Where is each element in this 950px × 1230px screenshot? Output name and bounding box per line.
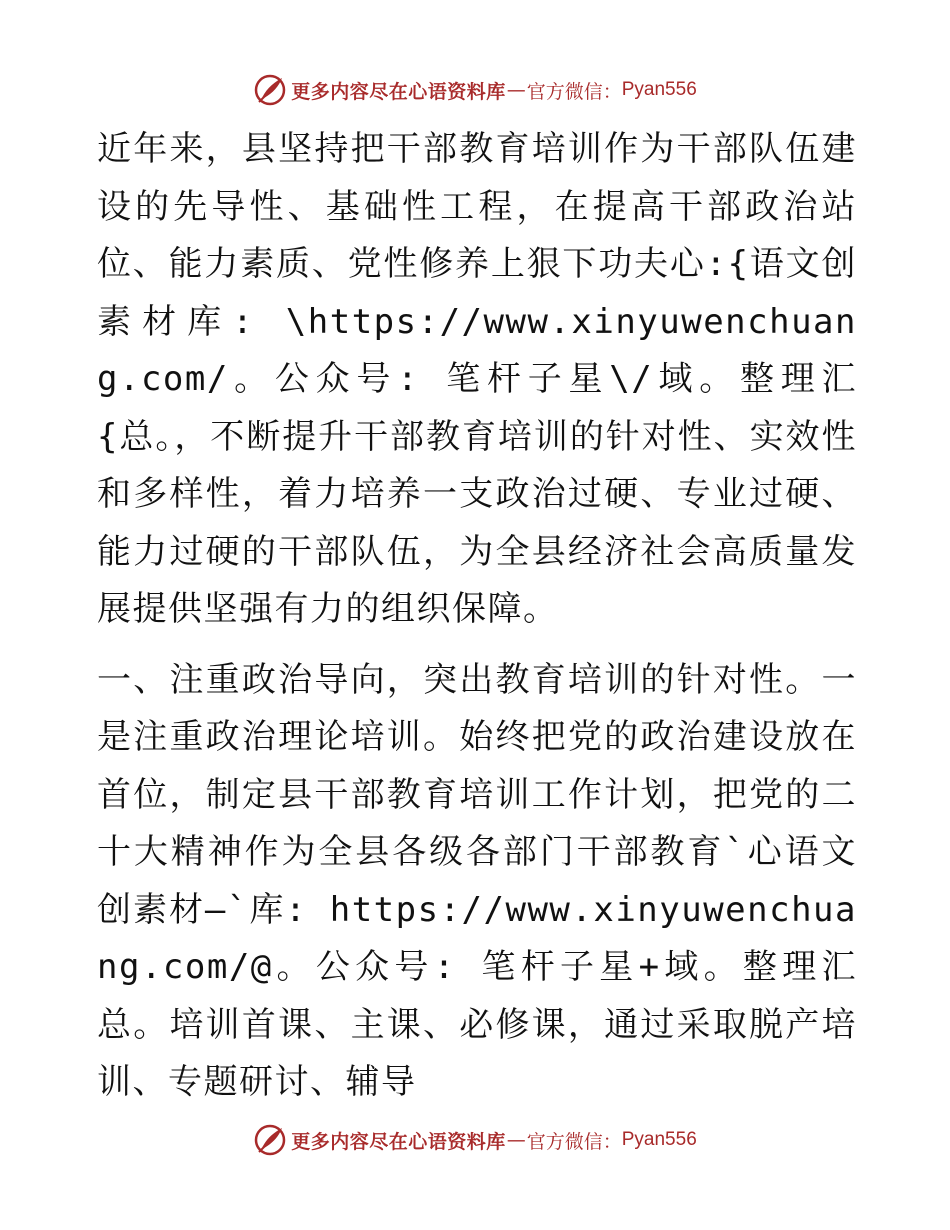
banner-wechat-label: 官方微信： [526,80,622,103]
banner-dash: — [506,79,526,101]
banner-brand-text: 更多内容尽在心语资料库 [291,80,506,103]
banner-brand-text: 更多内容尽在心语资料库 [291,1130,506,1153]
body-paragraph: 一、注重政治导向，突出教育培训的针对性。一是注重政治理论培训。始终把党的政治建设放在首位，制定县干部教育培训工作计划，把党的二十大精神作为全县各级各部门干部教育`心语文创素材—`库: https://www.xinyuwenchuang.com/@。公众号: 笔杆子星+域。整理汇总。培训首课、主课、必修课，通过采取脱产培训、专题研讨、辅导 [97,659,857,1102]
body-paragraph: 近年来，县坚持把干部教育培训作为干部队伍建设的先导性、基础性工程，在提高干部政治站位、能力素质、党性修养上狠下功夫心:{语文创素材库: \https://www.xinyuwenchuang.com/。公众号: 笔杆子星\/域。整理汇{总。，不断提升干部教育培训的针对性、实效性和多样性，着力培养一支政治过硬、专业过硬、能力过硬的干部队伍，为全县经济社会高质量发展提供坚强有力的组织保障。 [97,129,857,629]
feather-pen-logo-icon [253,1123,287,1157]
banner-wechat-id: Pyan556 [621,79,697,100]
banner-wechat-label: 官方微信： [526,1130,622,1153]
document-body [97,121,857,1112]
header-watermark-banner [0,70,950,110]
footer-watermark-banner [0,1120,950,1160]
banner-dash: — [506,1129,526,1151]
banner-wechat-id: Pyan556 [621,1129,697,1150]
feather-pen-logo-icon [253,73,287,107]
